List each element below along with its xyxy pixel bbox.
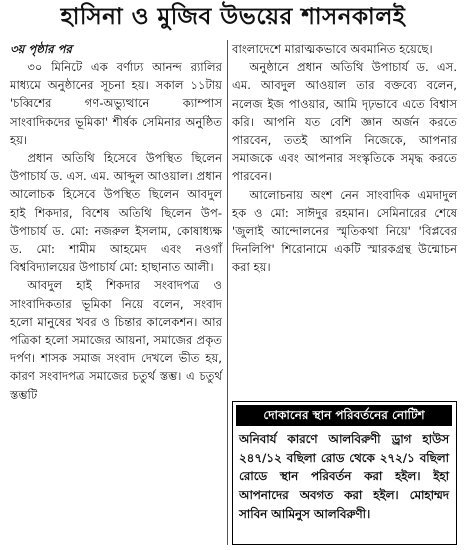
article-paragraph: আবদুল হাই শিকদার সংবাদপত্র ও সাংবাদিকতার ভূমিকা নিয়ে বলেন, সংবাদ হলো মানুষের খবর ও চিন্তার কালেকশন। আর পত্রিকা হলো সমাজের আয়না, সমাজের প্রকৃত দর্পণ। শাসক সমাজ সংবাদ দেখলে ভীত হয়, কারণ সংবাদপত্র সমাজের চতুর্থ স্তম্ভ। এ চতুর্থ স্তম্ভটি <box>10 278 222 402</box>
left-column <box>10 40 222 404</box>
right-column <box>232 40 457 277</box>
article-paragraph: বাংলাদেশে মারাত্মকভাবে অবমানিত হয়েছে। <box>232 42 433 56</box>
article-paragraph: অনুষ্ঠানে প্রধান অতিথি উপাচার্য ড. এস. এম. আবদুল আওয়াল তার বক্তব্যে বলেন, নলেজ ইজ পাওয়ার, আমি দৃঢ়ভাবে এতে বিশ্বাস করি। আপনি যত বেশি জ্ঞান অর্জন করতে পারবেন, ততই আপনি নিজেকে, আপনার সমাজকে এবং আপনার সংস্কৃতিকে সমৃদ্ধ করতে পারবেন। <box>232 60 457 184</box>
article-paragraph: আলোচনায় অংশ নেন সাংবাদিক এমদাদুল হক ও মো: সাঈদুর রহমান। সেমিনারের শেষে 'জুলাই আন্দোলনের স্মৃতিকথা নিয়ে' 'বিপ্লবের দিনলিপি' শিরোনামে একটি স্মারকগ্রন্থ উন্মোচন করা হয়। <box>232 187 457 275</box>
continued-from-label: ৩য় পৃষ্ঠার পর <box>10 42 72 56</box>
shop-relocation-notice <box>232 401 457 545</box>
article-paragraph: প্রধান অতিথি হিসেবে উপস্থিত ছিলেন উপাচার্য ড. এস. এম. আব্দুল আওয়াল। প্রধান আলোচক হিসেবে উপস্থিত ছিলেন আবদুল হাই শিকদার, বিশেষ অতিথি ছিলেন উপ-উপাচার্য ড. মো: নজরুল ইসলাম, কোষাধ্যক্ষ ড. মো: শামীম আহমেদ এবং নওগাঁ বিশ্ববিদ্যালয়ের উপাচার্য মো: হাছানাত আলী। <box>10 151 222 275</box>
notice-title: দোকানের স্থান পরিবর্তনের নোটিশ <box>236 405 452 426</box>
article-paragraph: ৩০ মিনিটে এক বর্ণাঢ্য আনন্দ র‌্যালির মাধ্যমে অনুষ্ঠানের সূচনা হয়। সকাল ১১টায় 'চব্বিশের গণ-অভ্যুত্থানে ক্যাম্পাস সাংবাদিকদের ভূমিকা' শীর্ষক সেমিনার অনুষ্ঠিত হয়। <box>10 60 222 147</box>
headline: হাসিনা ও মুজিব উভয়ের শাসনকালই <box>60 3 406 30</box>
notice-body: অনিবার্য কারণে আলবিরুণী ড্রাগ হাউস ২৪৭/১২ বছিলা রোড থেকে ২৭২/১ বছিলা রোডে স্থান পরিবর্তন করা হইল। ইহা আপনাদের অবগত করা হইল। মোহাম্মদ সাবিন আমিনুস আলবিরুণী। <box>239 432 449 521</box>
column-divider <box>227 40 228 545</box>
